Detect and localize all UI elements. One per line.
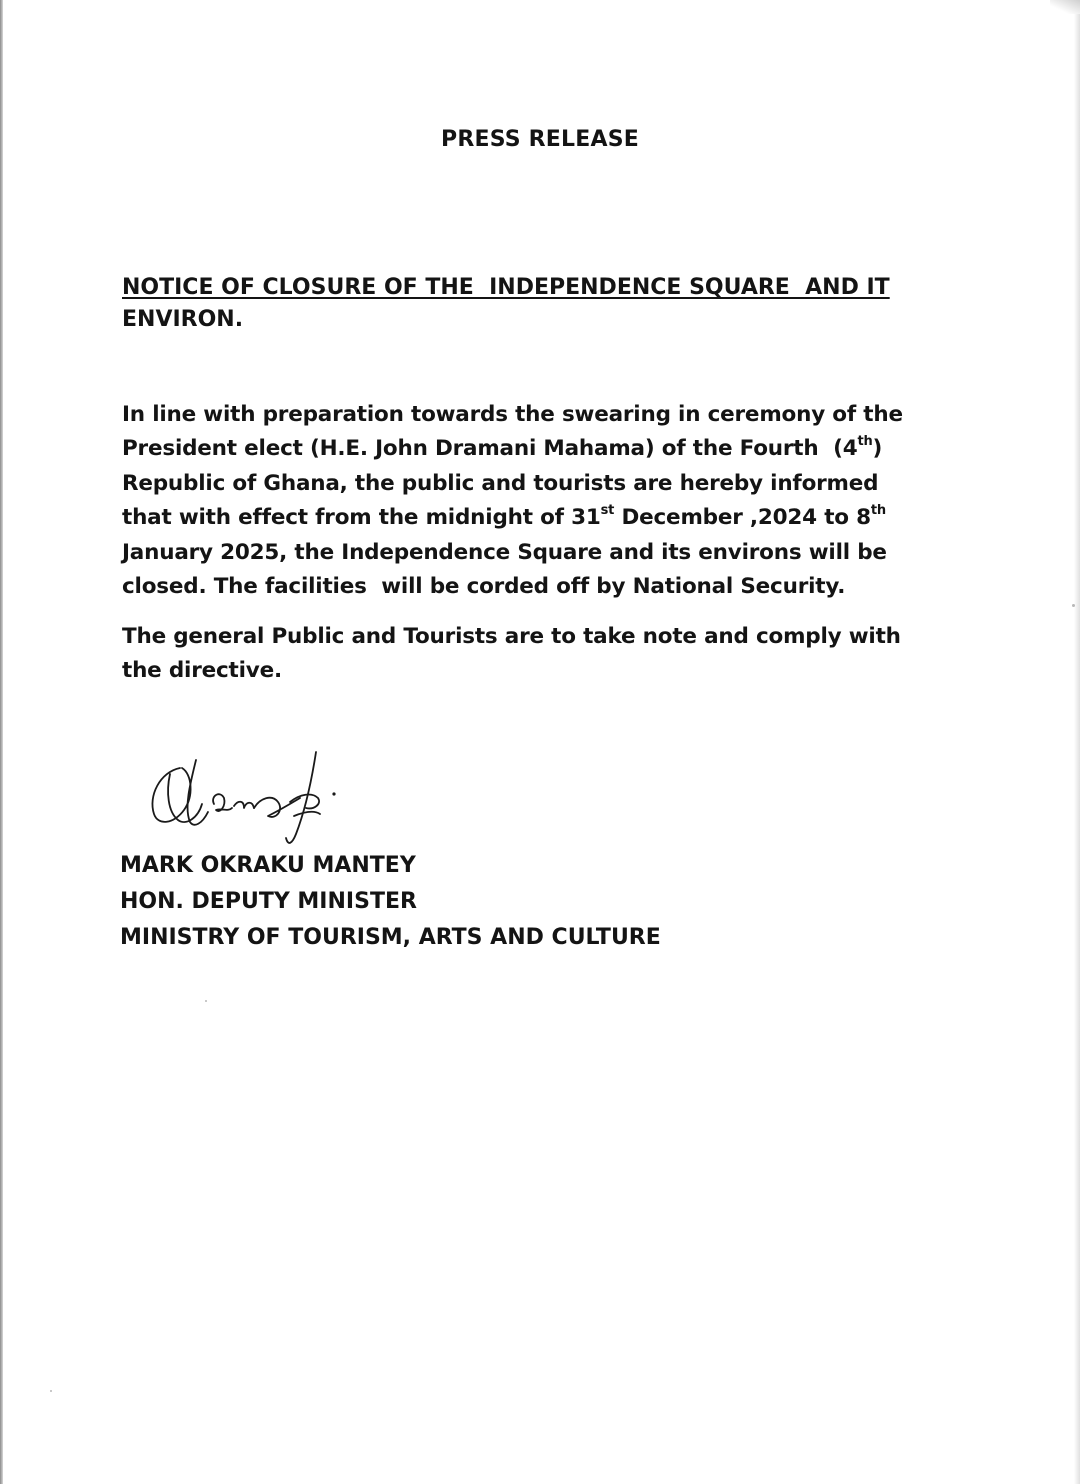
- signatory-ministry: MINISTRY OF TOURISM, ARTS AND CULTURE: [120, 925, 661, 950]
- notice-title: [122, 272, 922, 336]
- paragraph-1-line-2-text: President elect (H.E. John Dramani Mahama) of the Fourth (4: [122, 436, 858, 462]
- paragraph-1-line-4-text-a: that with effect from the midnight of 31: [122, 505, 601, 531]
- scan-speck: [1072, 604, 1075, 607]
- paragraph-1-line-3: Republic of Ghana, the public and tourists are hereby informed: [122, 470, 879, 496]
- signatory-block: [120, 848, 661, 956]
- paragraph-1-line-4-text-b: December ,2024 to 8: [614, 505, 871, 531]
- scan-edge-right: [1074, 0, 1080, 1484]
- notice-title-line-1: NOTICE OF CLOSURE OF THE INDEPENDENCE SQUARE AND IT: [122, 275, 890, 300]
- scan-edge-left: [0, 0, 3, 1484]
- handwritten-signature: [140, 738, 370, 850]
- scan-speck: [50, 1390, 52, 1392]
- paragraph-2-line-2: the directive.: [122, 658, 282, 684]
- ordinal-suffix-th-2: th: [870, 503, 886, 519]
- paragraph-1-line-6: closed. The facilities will be corded off by National Security.: [122, 574, 846, 600]
- paragraph-1-line-1: In line with preparation towards the swearing in ceremony of the: [122, 402, 903, 427]
- paragraph-1-line-5: January 2025, the Independence Square and its environs will be: [122, 539, 887, 565]
- ordinal-suffix-st: st: [600, 503, 615, 519]
- paragraph-1-line-4: [122, 501, 942, 535]
- paragraph-1-line-2-close: ): [872, 436, 883, 462]
- signatory-name: MARK OKRAKU MANTEY: [120, 853, 416, 878]
- body-paragraph-2: [122, 620, 942, 689]
- paragraph-1-line-2: [122, 432, 942, 466]
- document-heading: PRESS RELEASE: [441, 127, 639, 152]
- signatory-title: HON. DEPUTY MINISTER: [120, 889, 417, 914]
- paragraph-2-line-1: The general Public and Tourists are to take note and comply with: [122, 624, 901, 649]
- notice-title-line-2: ENVIRON.: [122, 307, 244, 332]
- scan-speck: [205, 1000, 207, 1002]
- body-paragraph-1: [122, 398, 942, 604]
- scan-corner-shadow: [1050, 0, 1080, 14]
- ordinal-suffix-th: th: [857, 434, 873, 450]
